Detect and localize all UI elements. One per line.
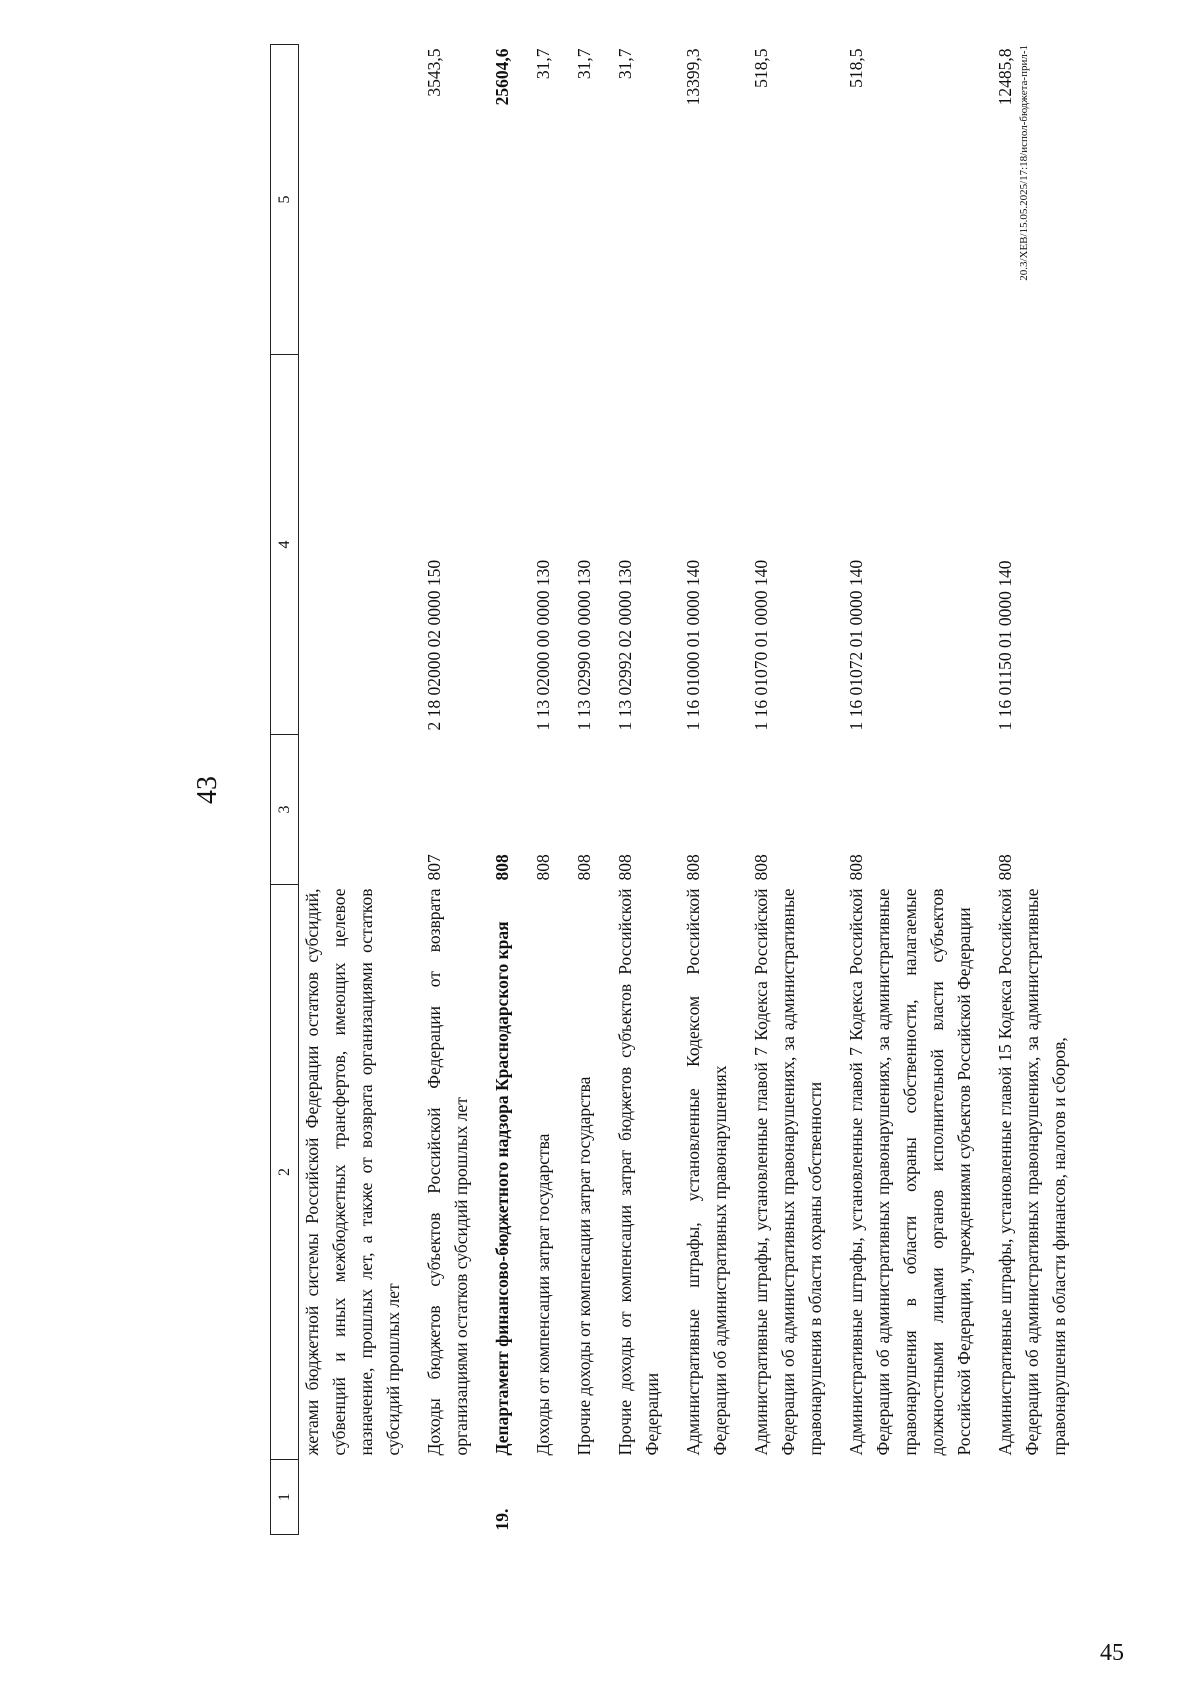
row-admin-code: 808: [574, 854, 594, 881]
row-revenue-code: 1 16 01070 01 0000 140: [751, 559, 771, 731]
row-admin-code: 808: [615, 854, 635, 881]
row-number: [748, 1460, 843, 1535]
table-row: [299, 45, 422, 1535]
row-amount: 518,5: [846, 48, 866, 88]
column-header-4: 4: [271, 355, 299, 735]
table-row: [421, 45, 489, 1535]
row-number: [992, 1460, 1087, 1535]
table-row: [843, 45, 992, 1535]
table-row: [571, 45, 612, 1535]
footer-code: 20.3/XEB/15.05.2025/17:18/испол-бюджета-прил-1: [1018, 45, 1030, 281]
column-header-2: 2: [271, 885, 299, 1460]
row-amount: 518,5: [751, 48, 771, 88]
row-name: Административные штрафы, установленные главой 7 Кодекса Российской Федерации об административных правонарушениях, за административные правонарушения в области охраны собственности, налагаемые должностными лицами органов исполнительной власти субъектов Российской Федерации, учреждениями субъектов Российской Федерации: [846, 888, 974, 1456]
row-revenue-code: 1 16 01150 01 0000 140: [995, 560, 1015, 731]
row-name: Департамент финансово-бюджетного надзора Краснодарского края: [492, 921, 512, 1456]
header-page-number: 43: [192, 776, 223, 804]
row-number: [530, 1460, 571, 1535]
row-name: Административные штрафы, установленные Кодексом Российской Федерации об административных правонарушениях: [683, 888, 730, 1456]
row-admin-code: 807: [424, 854, 444, 881]
row-admin-code: 808: [995, 854, 1015, 881]
row-amount: 31,7: [574, 48, 594, 80]
row-name: Прочие доходы от компенсации затрат государства: [574, 1076, 594, 1456]
table-row: [992, 45, 1087, 1535]
row-number: [571, 1460, 612, 1535]
column-header-5: 5: [271, 45, 299, 355]
table-row: [748, 45, 843, 1535]
page-number: 45: [1100, 1640, 1124, 1666]
row-amount: 31,7: [533, 48, 553, 80]
row-amount: 12485,8: [995, 48, 1015, 106]
row-admin-code: 808: [751, 854, 771, 881]
table-body: [299, 45, 1088, 1535]
row-revenue-code: [299, 355, 422, 735]
row-name: Доходы бюджетов субъектов Российской Федерации от возврата организациями остатков субсидий прошлых лет: [424, 888, 471, 1456]
row-revenue-code: 1 13 02990 00 0000 130: [574, 559, 594, 731]
row-admin-code: [299, 735, 422, 885]
row-revenue-code: 1 13 02992 02 0000 130: [615, 559, 635, 731]
row-amount: [299, 45, 422, 355]
rotated-table-page: [170, 45, 1069, 1535]
column-header-3: 3: [271, 735, 299, 885]
table-row: [530, 45, 571, 1535]
row-amount: 3543,5: [424, 48, 444, 97]
row-revenue-code: [489, 355, 530, 735]
row-number: [680, 1460, 748, 1535]
table-row: [489, 45, 530, 1535]
row-name: жетами бюджетной системы Российской Федерации остатков субсидий, субвенций и иных межбюджетных трансфертов, имеющих целевое назначение, прошлых лет, а также от возврата организациями остатков субсидий прошлых лет: [302, 888, 403, 1456]
row-number: 19.: [492, 1508, 512, 1531]
table-header: [271, 45, 299, 1535]
row-amount: 13399,3: [683, 48, 703, 106]
table-row: [680, 45, 748, 1535]
row-admin-code: 808: [492, 854, 512, 881]
row-number: [612, 1460, 680, 1535]
row-number: [299, 1460, 422, 1535]
row-admin-code: 808: [683, 854, 703, 881]
row-name: Административные штрафы, установленные главой 7 Кодекса Российской Федерации об административных правонарушениях, за административные правонарушения в области охраны собственности: [751, 888, 825, 1456]
row-number: [421, 1460, 489, 1535]
row-admin-code: 808: [846, 854, 866, 881]
revenue-table: [270, 44, 1087, 1535]
row-admin-code: 808: [533, 854, 553, 881]
row-amount: 31,7: [615, 48, 635, 80]
table-row: [612, 45, 680, 1535]
row-amount: 25604,6: [492, 48, 512, 106]
row-name: Административные штрафы, установленные главой 15 Кодекса Российской Федерации об административных правонарушениях, за административные правонарушения в области финансов, налогов и сборов,: [995, 888, 1069, 1456]
row-revenue-code: 1 16 01000 01 0000 140: [683, 559, 703, 731]
row-name: Доходы от компенсации затрат государства: [533, 1133, 553, 1456]
row-name: Прочие доходы от компенсации затрат бюджетов субъектов Российской Федерации: [615, 888, 662, 1456]
row-revenue-code: 1 16 01072 01 0000 140: [846, 559, 866, 731]
row-number: [843, 1460, 992, 1535]
row-revenue-code: 1 13 02000 00 0000 130: [533, 559, 553, 731]
column-header-1: 1: [271, 1460, 299, 1535]
row-revenue-code: 2 18 02000 02 0000 150: [424, 559, 444, 731]
